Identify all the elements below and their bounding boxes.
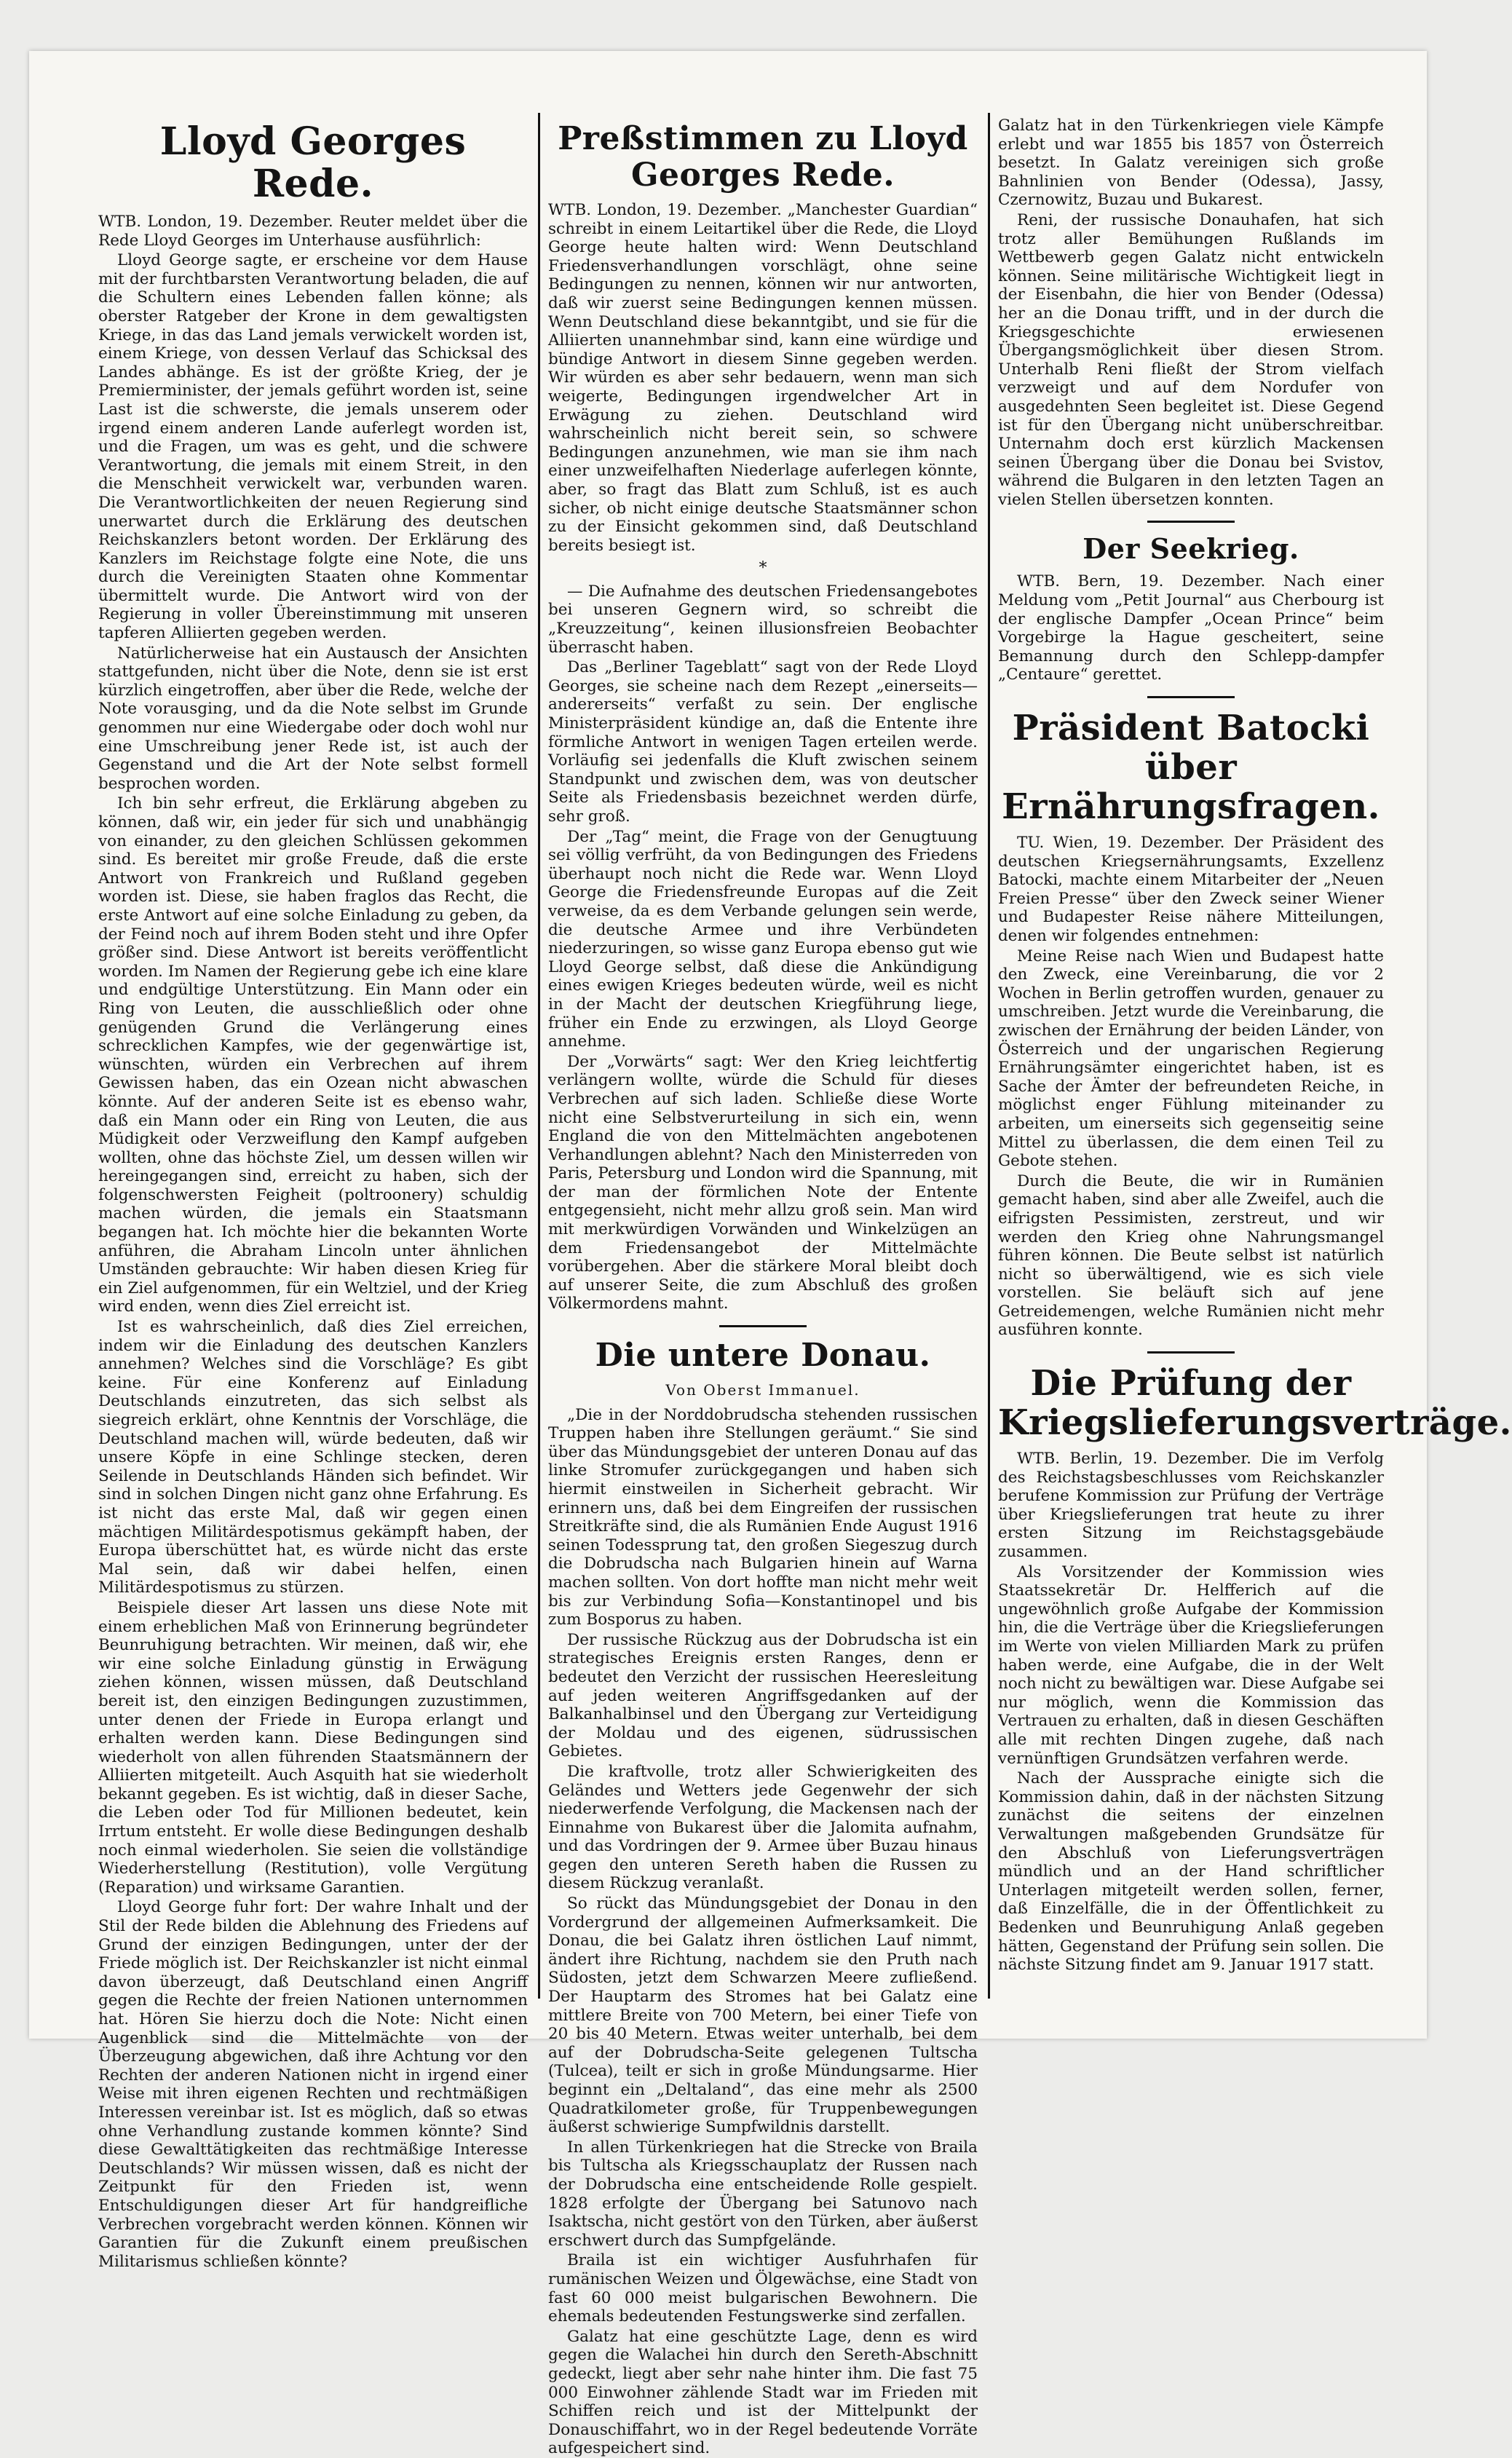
- column-rule: [988, 113, 990, 1999]
- section-separator: [1147, 696, 1235, 698]
- article-title: Die Prüfung der Kriegslieferungsverträge.: [998, 1363, 1512, 1444]
- article-paragraph: Als Vorsitzender der Kommission wies Staatssekretär Dr. Helfferich auf die ungewöhnlich große Aufgabe der Kommission hin, die die Verträge über die Kriegslieferungen im Werte von vielen Milliarden Mark zu prüfen haben werde, eine Aufgabe, die in der Welt noch nicht zu bewältigen war. Diese Aufgabe sei nur möglich, wenn die Kommission das Vertrauen zu erhalten, daß in diesen Geschäften alle mit rechten Dingen zugehe, daß nach vernünftigen Grundsätzen verfahren werde.: [998, 1562, 1384, 1768]
- article-paragraph: Braila ist ein wichtiger Ausfuhrhafen für rumänischen Weizen und Ölgewächse, eine Stadt von fast 60 000 meist bulgarischen Bewohnern. Die ehemals bedeutenden Festungswerke sind zerfallen.: [548, 2251, 978, 2326]
- article-title: Präsident Batocki über Ernährungsfragen.: [1002, 708, 1380, 828]
- column-1: [98, 116, 528, 2271]
- article-paragraph: Der „Vorwärts“ sagt: Wer den Krieg leichtfertig verlängern wollte, würde die Schuld für dieses Verbrechen auf sich laden. Schließe diese Worte nicht eine Selbstverurteilung in sich ein, wenn England die von den Mittelmächten angebotenen Verhandlungen ablehnt? Nach den Ministerreden von Paris, Petersburg und London wird die Spannung, mit der man der förmlichen Note der Entente entgegensieht, nicht mehr allzu groß sein. Man wird mit merkwürdigen Vorwänden und Winkelzügen an dem Friedensangebot der Mittelmächte vorübergehen. Aber die stärkere Moral bleibt doch auf unserer Seite, die zum Abschluß des großen Völkermordens mahnt.: [548, 1052, 978, 1313]
- section-asterisk: *: [759, 559, 767, 578]
- article-title: Lloyd Georges Rede.: [159, 119, 467, 206]
- article-paragraph: WTB. London, 19. Dezember. „Manchester Guardian“ schreibt in einem Leitartikel über die Rede, die Lloyd George heute halten wird: Wenn Deutschland Friedensverhandlungen vorschlägt, ohne seine Bedingungen zu nennen, können wir nur antworten, daß wir zuerst seine Bedingungen kennen müssen. Wenn Deutschland diese bekanntgibt, und sie für die Alliierten unannehmbar sind, kann eine würdige und bündige Antwort in diesem Sinne gegeben werden. Wir würden es aber sehr bedauern, wenn man sich weigerte, Bedingungen irgendwelcher Art in Erwägung zu ziehen. Deutschland wird wahrscheinlich nicht bereit sein, so schwere Bedingungen anzunehmen, wie man sie ihm nach einer unzweifelhaften Niederlage auferlegen könnte, aber, so fragt das Blatt zum Schluß, ist es auch sicher, ob nicht einige deutsche Staatsmänner schon zu der Einsicht gekommen sind, daß Deutschland bereits besiegt ist.: [548, 201, 978, 555]
- article-paragraph: Die kraftvolle, trotz aller Schwierigkeiten des Geländes und Wetters jede Gegenwehr der sich niederwerfende Verfolgung, die Mackensen nach der Einnahme von Bukarest über die Jalomita aufnahm, und das Vordringen der 9. Armee über Buzau hinaus gegen den unteren Sereth haben die Russen zu diesem Rückzug veranlaßt.: [548, 1762, 978, 1893]
- article-paragraph: WTB. London, 19. Dezember. Reuter meldet über die Rede Lloyd Georges im Unterhause ausführlich:: [98, 213, 528, 250]
- article-paragraph: Reni, der russische Donauhafen, hat sich trotz aller Bemühungen Rußlands im Wettbewerb gegen Galatz nicht entwickeln können. Seine militärische Wichtigkeit liegt in der Eisenbahn, die hier von Bender (Odessa) her an die Donau trifft, und in der durch die Kriegsgeschichte erwiesenen Übergangsmöglichkeit über diesen Strom. Unterhalb Reni fließt der Strom vielfach verzweigt und auf dem Nordufer von ausgedehnten Seen begleitet ist. Diese Gegend ist für den Übergang nicht unüberschreitbar. Unternahm doch erst kürzlich Mackensen seinen Übergang über die Donau bei Svistov, während die Bulgaren in den letzten Tagen an vielen Stellen übersetzen konnten.: [998, 210, 1384, 509]
- article-title: Der Seekrieg.: [1082, 532, 1299, 566]
- article-paragraph: Galatz hat in den Türkenkriegen viele Kämpfe erlebt und war 1855 bis 1857 von Österreich besetzt. In Galatz vereinigen sich große Bahnlinien von Bender (Odessa), Jassy, Czernowitz, Buzau und Bukarest.: [998, 116, 1384, 210]
- article-paragraph: — Die Aufnahme des deutschen Friedensangebotes bei unseren Gegnern wird, so schreibt die „Kreuzzeitung“, keinen illusionsfreien Beobachter überrascht haben.: [548, 582, 978, 657]
- article-paragraph: TU. Wien, 19. Dezember. Der Präsident des deutschen Kriegsernährungsamts, Exzellenz Batocki, machte einem Mitarbeiter der „Neuen Freien Presse“ über den Zweck seiner Wiener und Budapester Reise nähere Mitteilungen, denen wir folgendes entnehmen:: [998, 834, 1384, 945]
- article-title: Die untere Donau.: [595, 1337, 931, 1375]
- column-3: [998, 116, 1512, 2010]
- article-paragraph: „Die in der Norddobrudscha stehenden russischen Truppen haben ihre Stellungen geräumt.“ Sie sind über das Mündungsgebiet der unteren Donau auf das linke Stromufer zurückgegangen und haben sich hiermit einstweilen in Sicherheit gebracht. Wir erinnern uns, daß bei dem Eingreifen der russischen Streitkräfte sind, die als Rumänien Ende August 1916 seinen Todessprung tat, den großen Siegeszug durch die Dobrudscha nach Bulgarien hinein auf Warna machen sollten. Von dort hoffte man nicht mehr weit bis zur Verbindung Sofia—Konstantinopel und bis zum Bosporus zu haben.: [548, 1405, 978, 1629]
- section-separator: [719, 1325, 807, 1327]
- column-2: [548, 116, 978, 2458]
- article-paragraph: So rückt das Mündungsgebiet der Donau in den Vordergrund der allgemeinen Aufmerksamkeit. Die Donau, die bei Galatz ihren östlichen Lauf nimmt, ändert ihre Richtung, nachdem sie den Pruth nach Südosten, jetzt dem Schwarzen Meere zufließend. Der Hauptarm des Stromes hat bei Galatz eine mittlere Breite von 700 Metern, bei einer Tiefe von 20 bis 40 Metern. Etwas weiter unterhalb, bei dem auf der Dobrudscha-Seite gelegenen Tultscha (Tulcea), teilt er sich in große Mündungsarme. Hier beginnt ein „Deltaland“, das eine mehr als 2500 Quadratkilometer große, für Truppenbewegungen äußerst schwierige Sumpfwildnis darstellt.: [548, 1894, 978, 2137]
- section-separator: [1147, 521, 1235, 523]
- article-byline: Von Oberst Immanuel.: [665, 1381, 860, 1399]
- article-paragraph: Meine Reise nach Wien und Budapest hatte den Zweck, eine Vereinbarung, die vor 2 Wochen in Berlin getroffen wurden, genauer zu umschreiben. Jetzt wurde die Vereinbarung, die zwischen der Ernährung der beiden Länder, von Österreich und der ungarischen Regierung Ernährungsämter eingerichtet haben, ist es Sache der Ämter der befreundeten Reiche, in möglichst enger Fühlung miteinander zu arbeiten, um einerseits sich gegenseitig seine Mittel zu überlassen, die dem einen Teil zu Gebote stehen.: [998, 947, 1384, 1171]
- article-paragraph: Natürlicherweise hat ein Austausch der Ansichten stattgefunden, nicht über die Note, denn sie ist erst kürzlich eingetroffen, aber über die Rede, welche der Note vorausging, und da die Note selbst im Grunde genommen nur eine Wiedergabe oder doch wohl nur eine Umschreibung jener Rede ist, ist auch der Gegenstand und die Art der Note selbst formell besprochen worden.: [98, 644, 528, 793]
- article-paragraph: Der russische Rückzug aus der Dobrudscha ist ein strategisches Ereignis ersten Ranges, denn er bedeutet den Verzicht der russischen Heeresleitung auf jeden weiteren Angriffsgedanken auf der Balkanhalbinsel und den Übergang zur Verteidigung der Moldau und des eigenen, südrussischen Gebietes.: [548, 1630, 978, 1761]
- article-title: Preßstimmen zu Lloyd Georges Rede.: [558, 120, 968, 194]
- column-rule: [538, 113, 540, 1999]
- article-paragraph: WTB. Bern, 19. Dezember. Nach einer Meldung vom „Petit Journal“ aus Cherbourg ist der englische Dampfer „Ocean Prince“ beim Vorgebirge la Hague gescheitert, seine Bemannung durch den Schlepp-dampfer „Centaure“ gerettet.: [998, 572, 1384, 684]
- newspaper-page: [29, 51, 1512, 2458]
- article-paragraph: WTB. Berlin, 19. Dezember. Die im Verfolg des Reichstagsbeschlusses vom Reichskanzler berufene Kommission zur Prüfung der Verträge über Kriegslieferungen trat heute zu ihrer ersten Sitzung im Reichstagsgebäude zusammen.: [998, 1450, 1384, 1562]
- article-paragraph: Das „Berliner Tageblatt“ sagt von der Rede Lloyd Georges, sie scheine nach dem Rezept „einerseits—andererseits“ verfaßt zu sein. Der englische Ministerpräsident kündige an, daß die Entente ihre förmliche Antwort in wenigen Tagen erteilen werde. Vorläufig sei jedenfalls die Kluft zwischen seinem Standpunkt und zwischen dem, was von deutscher Seite als Friedensbasis bezeichnet werden dürfe, sehr groß.: [548, 658, 978, 826]
- article-paragraph: Beispiele dieser Art lassen uns diese Note mit einem erheblichen Maß von Erinnerung begründeter Beunruhigung betrachten. Wir meinen, daß wir, ehe wir eine solche Einladung günstig in Erwägung ziehen können, wissen müssen, daß Deutschland bereit ist, den einzigen Bedingungen zuzustimmen, unter denen der Friede in Europa erlangt und erhalten werden kann. Diese Bedingungen sind wiederholt von allen führenden Staatsmännern der Alliierten mitgeteilt. Auch Asquith hat sie wiederholt bekannt gegeben. Es ist wichtig, daß in dieser Sache, die Leben oder Tod für Millionen bedeutet, kein Irrtum entsteht. Er wolle diese Bedingungen deshalb noch einmal wiederholen. Sie seien die vollständige Wiederherstellung (Restitution), volle Vergütung (Reparation) und wirksame Garantien.: [98, 1598, 528, 1897]
- article-paragraph: Lloyd George fuhr fort: Der wahre Inhalt und der Stil der Rede bilden die Ablehnung des Friedens auf Grund der einzigen Bedingungen, unter der der Friede möglich ist. Der Reichskanzler ist nicht einmal davon überzeugt, daß Deutschland einen Angriff gegen die Rechte der freien Nationen unternommen hat. Hören Sie hierzu doch die Note: Nicht einen Augenblick sind die Mittelmächte von der Überzeugung abgewichen, daß ihre Achtung vor den Rechten der anderen Nationen nicht in irgend einer Weise mit ihren eigenen Rechten und rechtmäßigen Interessen vereinbar ist. Ist es möglich, daß so etwas ohne Verhandlung zustande kommen könnte? Sind diese Gewalttätigkeiten das rechtmäßige Interesse Deutschlands? Wir müssen wissen, daß es nicht der Zeitpunkt für den Frieden ist, wenn Entschuldigungen dieser Art für handgreifliche Verbrechen vorgebracht werden können. Können wir Garantien für die Zukunft einem preußischen Militarismus schließen könnte?: [98, 1898, 528, 2271]
- article-paragraph: Der „Tag“ meint, die Frage von der Genugtuung sei völlig verfrüht, da von Bedingungen des Friedens überhaupt noch nicht die Rede war. Wenn Lloyd George die Friedensfreunde Europas auf die Zeit verweise, da es dem Verbande gelungen sein werde, die deutsche Armee und ihre Verbündeten niederzuringen, so wisse ganz Europa ebenso gut wie Lloyd George selbst, daß diese die Ankündigung eines ewigen Krieges bedeuten würde, weil es nicht in der Macht der deutschen Kriegführung liege, früher ein Ende zu erzwingen, als Lloyd George annehme.: [548, 827, 978, 1051]
- article-paragraph: Durch die Beute, die wir in Rumänien gemacht haben, sind aber alle Zweifel, auch die eifrigsten Pessimisten, zerstreut, und wir werden den Krieg ohne Nahrungsmangel führen können. Die Beute selbst ist natürlich nicht so überwältigend, wie es sich viele vorstellen. Sie beläuft sich auf jene Getreidemengen, welche Rumänien nicht mehr ausführen konnte.: [998, 1171, 1384, 1340]
- article-paragraph: In allen Türkenkriegen hat die Strecke von Braila bis Tultscha als Kriegsschauplatz der Russen nach der Dobrudscha eine entscheidende Rolle gespielt. 1828 erfolgte der Übergang bei Satunovo nach Isaktscha, nicht gestört von den Türken, aber äußerst erschwert durch das Sumpfgelände.: [548, 2138, 978, 2250]
- article-paragraph: Lloyd George sagte, er erscheine vor dem Hause mit der furchtbarsten Verantwortung beladen, die auf die Schultern eines Lebenden fallen könne; als oberster Ratgeber der Krone in dem gewaltigsten Kriege, in das das Land jemals verwickelt worden ist, einem Kriege, von dessen Verlauf das Schicksal des Landes abhänge. Es ist der größte Krieg, der je Premierminister, der jemals geführt worden ist, seine Last ist die schwerste, die jemals unserem oder irgend einem anderen Lande auferlegt worden ist, und die Fragen, um was es geht, und die schwere Verantwortung, die jemals mit einem Streit, in den die Menschheit verwickelt war, verbunden waren. Die Verantwortlichkeiten der neuen Regierung sind unerwartet durch die Erklärung des deutschen Reichskanzlers betont worden. Der Erklärung des Kanzlers im Reichstage folgte eine Note, die uns durch die Vereinigten Staaten ohne Kommentar übermittelt wurde. Die Antwort wird von der Regierung in voller Übereinstimmung mit unseren tapferen Alliierten gegeben werden.: [98, 251, 528, 643]
- article-paragraph: Ist es wahrscheinlich, daß dies Ziel erreichen, indem wir die Einladung des deutschen Kanzlers annehmen? Welches sind die Vorschläge? Es gibt keine. Für eine Konferenz auf Einladung Deutschlands einzutreten, das sich selbst als siegreich erklärt, ohne Kenntnis der Vorschläge, die Deutschland machen will, würde bedeuten, daß wir unsere Köpfe in eine Schlinge stecken, deren Seilende in Deutschlands Händen sich befindet. Wir sind in solchen Dingen nicht ganz ohne Erfahrung. Es ist nicht das erste Mal, daß wir gegen einen mächtigen Militärdespotismus gekämpft haben, der Europa überschüttet hat, es würde nicht das erste Mal sein, daß wir dabei helfen, einen Militärdespotismus zu stürzen.: [98, 1318, 528, 1597]
- section-separator: [1147, 1351, 1235, 1354]
- article-paragraph: Galatz hat eine geschützte Lage, denn es wird gegen die Walachei hin durch den Sereth-Abschnitt gedeckt, liegt aber sehr nahe hinter ihm. Die fast 75 000 Einwohner zählende Stadt war im Frieden mit Schiffen reich und ist der Mittelpunkt der Donauschiffahrt, wo in der Regel bedeutende Vorräte aufgespeichert sind.: [548, 2327, 978, 2458]
- article-paragraph: Ich bin sehr erfreut, die Erklärung abgeben zu können, daß wir, ein jeder für sich und unabhängig von einander, zu den gleichen Schlüssen gekommen sind. Es bereitet mir große Freude, daß die erste Antwort von Frankreich und Rußland gegeben worden ist. Diese, sie haben fraglos das Recht, die erste Antwort auf eine solche Einladung zu geben, da der Feind noch auf ihrem Boden steht und ihre Opfer größer sind. Diese Antwort ist bereits veröffentlicht worden. Im Namen der Regierung gebe ich eine klare und endgültige Unterstützung. Ein Mann oder ein Ring von Leuten, die ausschließlich oder ohne genügenden Grund die Verlängerung eines schrecklichen Kampfes, wie der gegenwärtige ist, wünschten, würden ein Verbrechen auf ihrem Gewissen haben, das ein Ozean nicht abwaschen könnte. Auf der anderen Seite ist es ebenso wahr, daß ein Mann oder ein Ring von Leuten, die aus Müdigkeit oder Verzweiflung den Kampf aufgeben wollten, ohne das höchste Ziel, um dessen willen wir hereingegangen sind, erreicht zu haben, sich der folgenschwersten Feigheit (poltroonery) schuldig machen würden, die jemals ein Staatsmann begangen hat. Ich möchte hier die bekannten Worte anführen, die Abraham Lincoln unter ähnlichen Umständen gebrauchte: Wir haben diesen Krieg für ein Ziel aufgenommen, für ein Weltziel, und der Krieg wird enden, wenn dies Ziel erreicht ist.: [98, 794, 528, 1316]
- article-paragraph: Nach der Aussprache einigte sich die Kommission dahin, daß in der nächsten Sitzung zunächst die seitens der einzelnen Verwaltungen maßgebenden Grundsätze für den Abschluß von Lieferungsverträgen mündlich und an der Hand schriftlicher Unterlagen mitgeteilt werden sollen, ferner, daß Einzelfälle, die in der Öffentlichkeit zu Bedenken und Beunruhigung Anlaß gegeben hätten, Gegenstand der Prüfung sein sollen. Die nächste Sitzung findet am 9. Januar 1917 statt.: [998, 1769, 1384, 1975]
